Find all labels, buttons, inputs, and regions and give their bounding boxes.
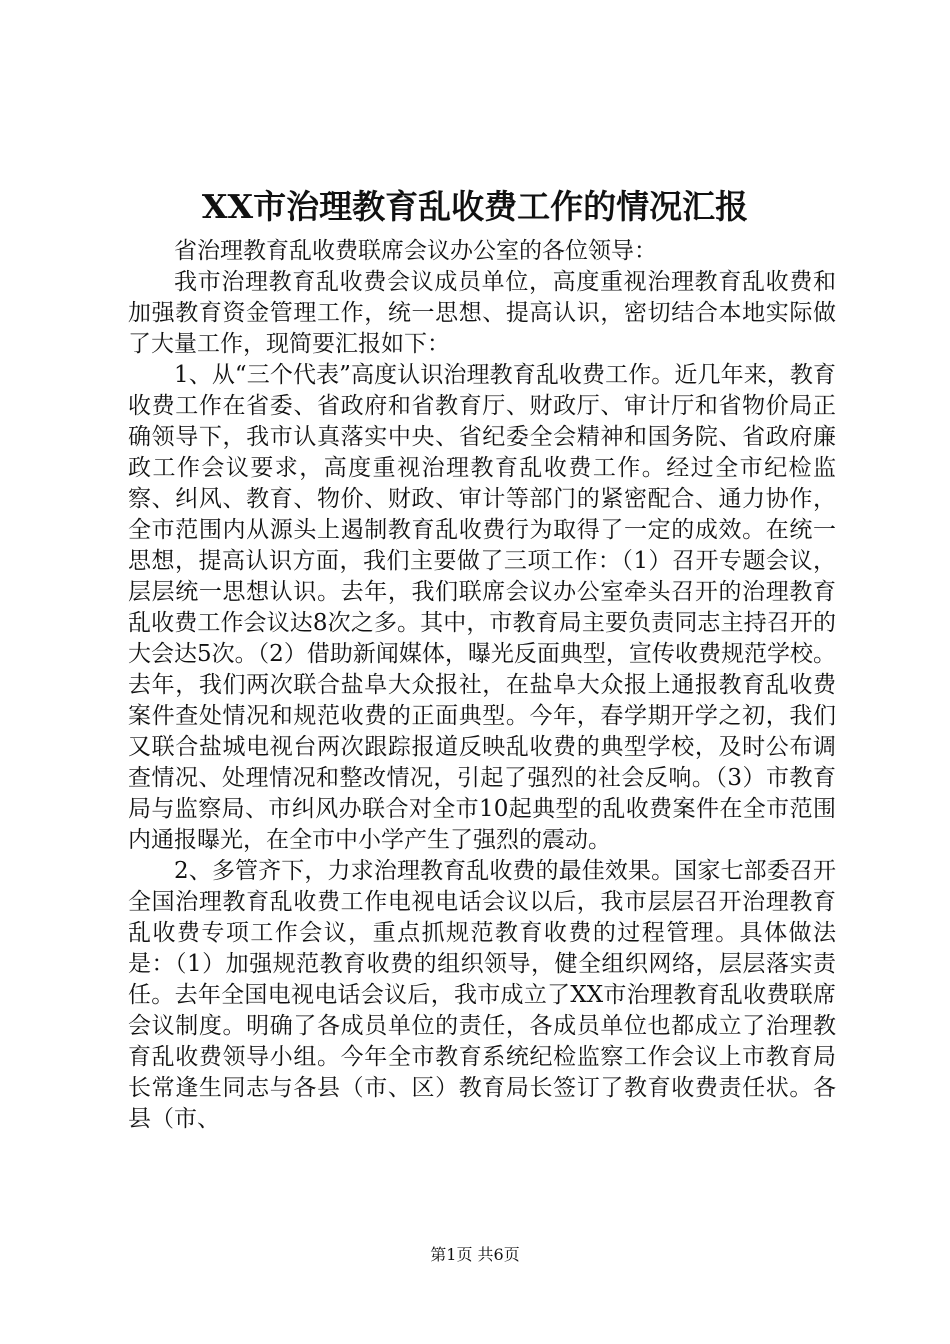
- section-1-paragraph: 1、从“三个代表”高度认识治理教育乱收费工作。近几年来，教育收费工作在省委、省政府和省教育厅、财政厅、审计厅和省物价局正确领导下，我市认真落实中央、省纪委全会精神和国务院、省政府廉政工作会议要求，高度重视治理教育乱收费工作。经过全市纪检监察、纠风、教育、物价、财政、审计等部门的紧密配合、通力协作，全市范围内从源头上遏制教育乱收费行为取得了一定的成效。在统一思想，提高认识方面，我们主要做了三项工作：（1）召开专题会议，层层统一思想认识。去年，我们联席会议办公室牵头召开的治理教育乱收费工作会议达8次之多。其中，市教育局主要负责同志主持召开的大会达5次。（2）借助新闻媒体，曝光反面典型，宣传收费规范学校。去年，我们两次联合盐阜大众报社，在盐阜大众报上通报教育乱收费案件查处情况和规范收费的正面典型。今年，春学期开学之初，我们又联合盐城电视台两次跟踪报道反映乱收费的典型学校，及时公布调查情况、处理情况和整改情况，引起了强烈的社会反响。（3）市教育局与监察局、市纠风办联合对全市10起典型的乱收费案件在全市范围内通报曝光，在全市中小学产生了强烈的震动。: [128, 362, 836, 853]
- salutation-paragraph: 省治理教育乱收费联席会议办公室的各位领导：: [174, 238, 657, 264]
- document-title: XX市治理教育乱收费工作的情况汇报: [201, 187, 749, 226]
- page-footer: 第1页 共6页: [430, 1245, 520, 1264]
- section-2-paragraph: 2、多管齐下，力求治理教育乱收费的最佳效果。国家七部委召开全国治理教育乱收费工作电视电话会议以后，我市层层召开治理教育乱收费专项工作会议，重点抓规范教育收费的过程管理。具体做法是：（1）加强规范教育收费的组织领导，健全组织网络，层层落实责任。去年全国电视电话会议后，我市成立了XX市治理教育乱收费联席会议制度。明确了各成员单位的责任，各成员单位也都成立了治理教育乱收费领导小组。今年全市教育系统纪检监察工作会议上市教育局长常逢生同志与各县（市、区）教育局长签订了教育收费责任状。各县（市、: [128, 858, 836, 1132]
- document-body: [128, 236, 836, 1135]
- intro-paragraph: 我市治理教育乱收费会议成员单位，高度重视治理教育乱收费和加强教育资金管理工作，统一思想、提高认识，密切结合本地实际做了大量工作，现简要汇报如下：: [128, 269, 836, 357]
